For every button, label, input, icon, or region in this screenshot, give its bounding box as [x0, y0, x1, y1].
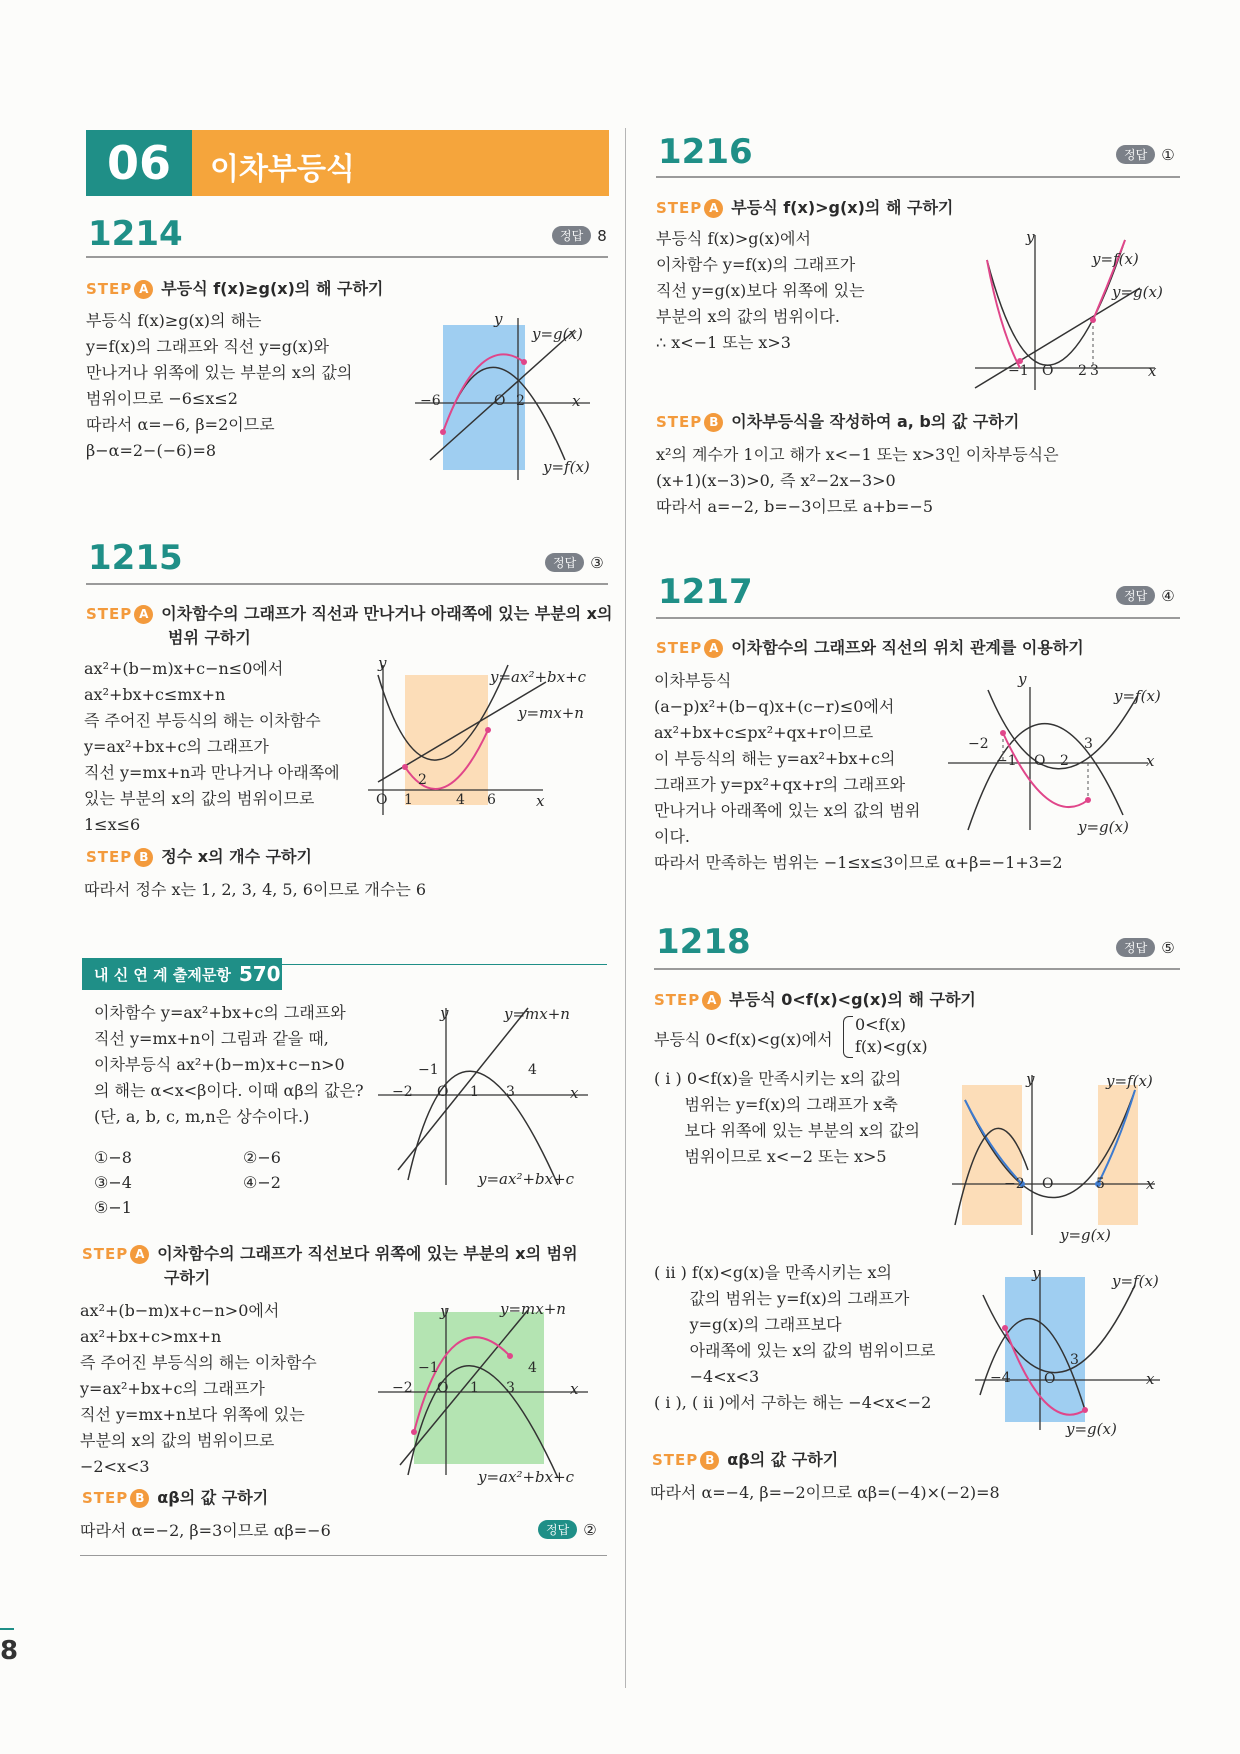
step-word: STEP	[86, 280, 133, 298]
solution-case-2: ( ii ) f(x)<g(x)을 만족시키는 x의 값의 범위는 y=f(x)의 그래프가 y=g(x)의 그래프보다 아래쪽에 있는 x의 값의 범위이므로 −4<x<3 ( i ), ( ii )에서 구하는 해는 −4<x<−2	[654, 1263, 936, 1412]
answer-570	[538, 1520, 597, 1539]
step-title: 이차부등식을 작성하여 a, b의 값 구하기	[731, 412, 1020, 431]
tick-label: 2	[1078, 363, 1087, 379]
axis-y-label: y	[440, 1302, 449, 1320]
step-title: 부등식 0<f(x)<g(x)의 해 구하기	[729, 990, 976, 1009]
tick-label: 3	[1084, 736, 1093, 752]
tick-label: −2	[392, 1084, 413, 1100]
origin-label: O	[1042, 1176, 1054, 1192]
axis-x-label: x	[1148, 362, 1157, 380]
step-title-cont: 범위 구하기	[168, 628, 251, 647]
solution-text-1215: ax²+(b−m)x+c−n≤0에서 ax²+bx+c≤mx+n 즉 주어진 부등식의 해는 이차함수 y=ax²+bx+c의 그래프가 직선 y=mx+n과 만나거나 아래쪽에 있는 부분의 x의 값의 범위이므로 1≤x≤6	[84, 659, 340, 834]
divider	[86, 583, 608, 585]
curve-label-g: y=mx+n	[500, 1300, 566, 1318]
step-b-1215	[86, 845, 312, 869]
divider	[656, 176, 1180, 178]
step-word: STEP	[86, 605, 133, 623]
origin-label: O	[1044, 1371, 1056, 1387]
related-question: 이차함수 y=ax²+bx+c의 그래프와 직선 y=mx+n이 그림과 같을 때, 이차부등식 ax²+(b−m)x+c−n>0 의 해는 α<x<β이다. 이때 αβ의 값은? (단, a, b, c, m,n은 상수이다.)	[94, 1003, 364, 1126]
problem-number-1214: 1214	[88, 214, 183, 254]
curve-label-f: y=f(x)	[543, 458, 590, 476]
graph-1218-ii	[975, 1265, 1175, 1435]
answer-tag: 정답	[552, 226, 591, 245]
tick-label: 1	[404, 792, 413, 808]
tick-label: 4	[528, 1062, 537, 1078]
page-number-mark	[0, 1628, 14, 1630]
step-word: STEP	[656, 639, 703, 657]
choice: ②−6	[243, 1148, 281, 1167]
axis-y-label: y	[378, 654, 387, 672]
origin-label: O	[1042, 363, 1054, 379]
step-b-570	[82, 1486, 268, 1510]
divider	[656, 617, 1180, 619]
step-a-1218	[654, 988, 976, 1012]
curve-label-f: y=ax²+bx+c	[490, 668, 587, 686]
answer-value: ③	[590, 553, 604, 572]
step-title: 이차함수의 그래프가 직선과 만나거나 아래쪽에 있는 부분의 x의	[161, 604, 613, 623]
answer-1217	[1116, 586, 1175, 605]
step-badge: A	[704, 639, 723, 658]
divider	[282, 964, 607, 965]
answer-1218	[1116, 938, 1175, 957]
tick-label: −1	[1008, 363, 1029, 379]
step-a-570	[82, 1242, 578, 1289]
origin-label: O	[437, 1380, 449, 1396]
tick-label: 1	[470, 1380, 479, 1396]
axis-y-label: y	[440, 1004, 449, 1022]
step-a-1217	[656, 636, 1084, 660]
related-number: 570	[238, 962, 281, 986]
tick-label: −1	[996, 753, 1017, 769]
axis-y-label: y	[1026, 1070, 1035, 1088]
divider	[80, 1555, 607, 1556]
tick-label: 3	[506, 1084, 515, 1100]
tick-label: −1	[418, 1360, 439, 1376]
axis-x-label: x	[570, 1084, 579, 1102]
step-title: 부등식 f(x)≥g(x)의 해 구하기	[161, 279, 384, 298]
related-label: 내 신 연 계 출제문항	[94, 965, 231, 984]
axis-x-label: x	[570, 1380, 579, 1398]
step-badge: A	[134, 605, 153, 624]
step-word: STEP	[656, 199, 703, 217]
curve-label-g: y=g(x)	[1066, 1420, 1117, 1438]
axis-x-label: x	[536, 792, 545, 810]
choice: ③−4	[94, 1173, 132, 1192]
tick-label: 3	[1070, 1352, 1079, 1368]
answer-value: ①	[1161, 145, 1175, 164]
system-line-1: 0<f(x)	[855, 1015, 907, 1034]
origin-label: O	[376, 792, 388, 808]
answer-value: ②	[583, 1520, 597, 1539]
step-word: STEP	[652, 1451, 699, 1469]
solution-text-1218-b: 따라서 α=−4, β=−2이므로 αβ=(−4)×(−2)=8	[650, 1483, 1000, 1502]
tick-label: 3	[506, 1380, 515, 1396]
step-b-1218	[652, 1448, 838, 1472]
column-divider	[625, 128, 626, 1688]
axis-x-label: x	[1146, 1370, 1155, 1388]
answer-tag: 정답	[538, 1520, 577, 1539]
solution-text-1216-b: x²의 계수가 1이고 해가 x<−1 또는 x>3인 이차부등식은 (x+1)(x−3)>0, 즉 x²−2x−3>0 따라서 a=−2, b=−3이므로 a+b=−5	[656, 445, 1059, 516]
curve-label-g: y=g(x)	[1112, 283, 1163, 301]
answer-value: ⑤	[1161, 938, 1175, 957]
solution-text-1215-b: 따라서 정수 x는 1, 2, 3, 4, 5, 6이므로 개수는 6	[84, 880, 427, 899]
step-badge: B	[700, 1451, 719, 1470]
solution-text-570: ax²+(b−m)x+c−n>0에서 ax²+bx+c>mx+n 즉 주어진 부등식의 해는 이차함수 y=ax²+bx+c의 그래프가 직선 y=mx+n보다 위쪽에 있는 부분의 x의 값의 범위이므로 −2<x<3	[80, 1301, 317, 1476]
step-title: 이차함수의 그래프가 직선보다 위쪽에 있는 부분의 x의 범위	[157, 1244, 578, 1263]
axis-x-label: x	[572, 392, 581, 410]
step-a-1214	[86, 277, 383, 301]
divider	[86, 256, 608, 258]
tick-label: 4	[456, 792, 465, 808]
system-line-2: f(x)<g(x)	[855, 1037, 928, 1056]
related-problem-banner	[82, 958, 282, 990]
step-badge: B	[134, 848, 153, 867]
step-title-cont: 구하기	[164, 1268, 211, 1287]
curve-label-g: y=mx+n	[518, 704, 584, 722]
step-badge: B	[130, 1489, 149, 1508]
tick-label: −1	[418, 1062, 439, 1078]
curve-label-g: y=mx+n	[504, 1005, 570, 1023]
step-word: STEP	[654, 991, 701, 1009]
chapter-number: 06	[86, 130, 192, 196]
tick-label: −2	[392, 1380, 413, 1396]
curve-label-g: y=g(x)	[1060, 1226, 1111, 1244]
answer-1215	[545, 553, 604, 572]
system-brace	[843, 1016, 853, 1058]
step-b-1216	[656, 410, 1019, 434]
origin-label: O	[1034, 753, 1046, 769]
tick-label: −4	[990, 1370, 1011, 1386]
step-badge: A	[704, 199, 723, 218]
step-title: 이차함수의 그래프와 직선의 위치 관계를 이용하기	[731, 638, 1084, 657]
tick-label: −2	[968, 736, 989, 752]
tick-label: −2	[1004, 1176, 1025, 1192]
answer-value: 8	[597, 226, 607, 245]
tick-label: 2	[516, 393, 525, 409]
step-word: STEP	[82, 1489, 129, 1507]
solution-text-1217-b: 따라서 만족하는 범위는 −1≤x≤3이므로 α+β=−1+3=2	[654, 853, 1063, 872]
step-a-1216	[656, 196, 953, 220]
problem-number-1216: 1216	[658, 132, 753, 172]
curve-label-f: y=ax²+bx+c	[478, 1468, 575, 1486]
answer-1216	[1116, 145, 1175, 164]
graph-1218-i	[950, 1070, 1170, 1240]
graph-1216	[975, 230, 1175, 395]
choice: ①−8	[94, 1148, 132, 1167]
lead-text-1218: 부등식 0<f(x)<g(x)에서	[654, 1030, 833, 1049]
answer-value: ④	[1161, 586, 1175, 605]
choice: ⑤−1	[94, 1198, 132, 1217]
curve-label-f: y=f(x)	[1114, 687, 1161, 705]
page-number: 8	[0, 1636, 19, 1666]
tick-label: 3	[1090, 363, 1099, 379]
chapter-banner	[86, 130, 609, 196]
problem-number-1215: 1215	[88, 538, 183, 578]
problem-number-1218: 1218	[656, 922, 751, 962]
step-title: αβ의 값 구하기	[727, 1450, 839, 1469]
step-title: 정수 x의 개수 구하기	[161, 847, 312, 866]
answer-1214	[552, 226, 607, 245]
step-badge: A	[130, 1245, 149, 1264]
tick-label: 2	[418, 772, 427, 788]
curve-label-g: y=g(x)	[532, 325, 583, 343]
curve-label-g: y=g(x)	[1078, 818, 1129, 836]
axis-x-label: x	[1146, 1175, 1155, 1193]
axis-x-label: x	[1146, 752, 1155, 770]
step-a-1215	[86, 602, 612, 649]
tick-label: −6	[420, 393, 441, 409]
graph-1217	[948, 685, 1163, 835]
solution-text-1217: 이차부등식 (a−p)x²+(b−q)x+(c−r)≤0에서 ax²+bx+c≤px²+qx+r이므로 이 부등식의 해는 y=ax²+bx+c의 그래프가 y=px²+qx+r의 그래프와 만나거나 아래쪽에 있는 x의 값의 범위 이다.	[654, 671, 921, 846]
problem-number-1217: 1217	[658, 572, 753, 612]
choice: ④−2	[243, 1173, 281, 1192]
divider	[654, 968, 1180, 970]
tick-label: 1	[470, 1084, 479, 1100]
axis-y-label: y	[1026, 228, 1035, 246]
step-badge: B	[704, 413, 723, 432]
curve-label-f: y=f(x)	[1092, 250, 1139, 268]
axis-y-label: y	[494, 310, 503, 328]
step-word: STEP	[82, 1245, 129, 1263]
step-badge: A	[134, 280, 153, 299]
axis-y-label: y	[1018, 670, 1027, 688]
tick-label: 4	[528, 1360, 537, 1376]
answer-tag: 정답	[1116, 938, 1155, 957]
step-title: αβ의 값 구하기	[157, 1488, 269, 1507]
answer-tag: 정답	[1116, 145, 1155, 164]
curve-label-f: y=f(x)	[1112, 1272, 1159, 1290]
curve-label-f: y=f(x)	[1106, 1072, 1153, 1090]
origin-label: O	[494, 393, 506, 409]
solution-text-570-b: 따라서 α=−2, β=3이므로 αβ=−6	[80, 1521, 331, 1540]
answer-tag: 정답	[1116, 586, 1155, 605]
chapter-title: 이차부등식	[210, 152, 355, 187]
step-title: 부등식 f(x)>g(x)의 해 구하기	[731, 198, 954, 217]
tick-label: 5	[1096, 1176, 1105, 1192]
tick-label: 6	[487, 792, 496, 808]
solution-text-1214: 부등식 f(x)≥g(x)의 해는 y=f(x)의 그래프와 직선 y=g(x)와 만나거나 위쪽에 있는 부분의 x의 값의 범위이므로 −6≤x≤2 따라서 α=−6, β=2이므로 β−α=2−(−6)=8	[86, 311, 353, 460]
tick-label: 2	[1060, 753, 1069, 769]
step-word: STEP	[86, 848, 133, 866]
axis-y-label: y	[1032, 1264, 1041, 1282]
solution-text-1216: 부등식 f(x)>g(x)에서 이차함수 y=f(x)의 그래프가 직선 y=g(x)보다 위쪽에 있는 부분의 x의 값의 범위이다. ∴ x<−1 또는 x>3	[656, 229, 865, 352]
origin-label: O	[437, 1084, 449, 1100]
curve-label-f: y=ax²+bx+c	[478, 1170, 575, 1188]
answer-tag: 정답	[545, 553, 584, 572]
step-word: STEP	[656, 413, 703, 431]
step-badge: A	[702, 991, 721, 1010]
solution-case-1: ( i ) 0<f(x)을 만족시키는 x의 값의 범위는 y=f(x)의 그래프가 x축 보다 위쪽에 있는 부분의 x의 값의 범위이므로 x<−2 또는 x>5	[654, 1069, 920, 1166]
